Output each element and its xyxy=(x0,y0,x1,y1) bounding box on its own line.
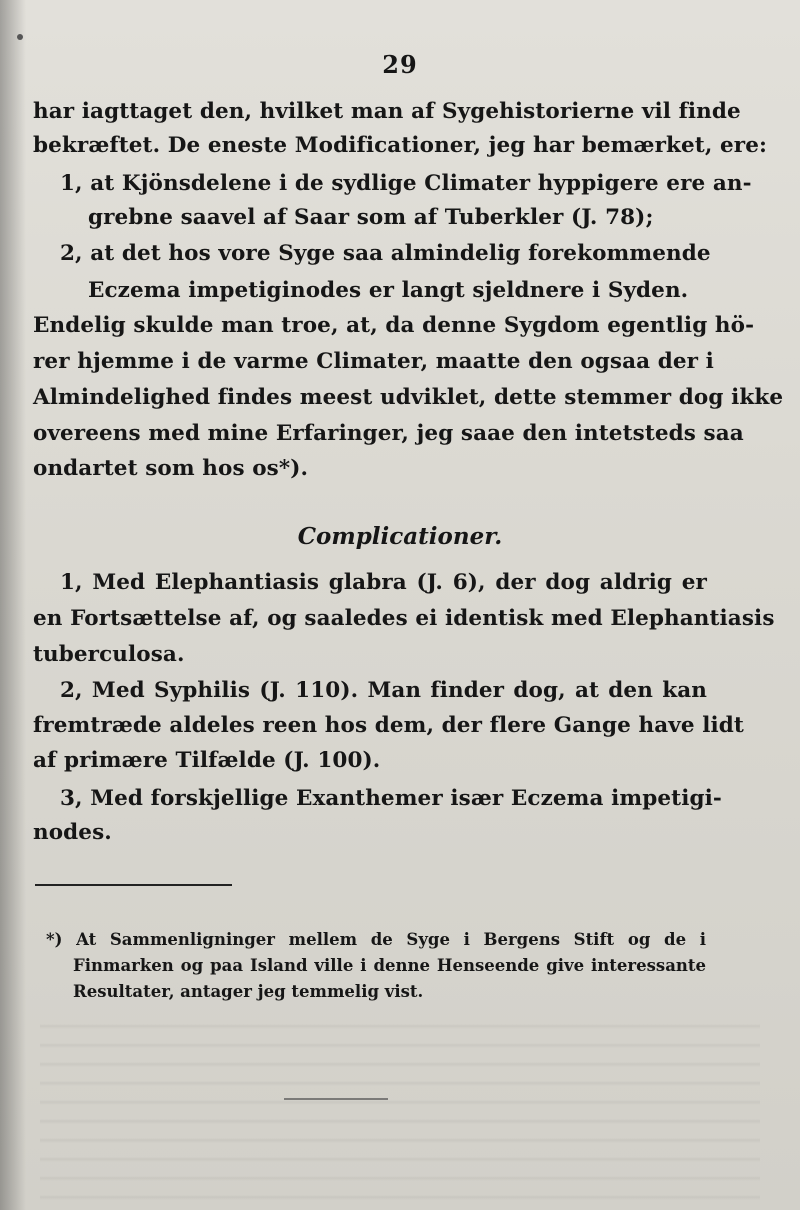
list-item-line: 2, at det hos vore Syge saa almindelig forekommende xyxy=(60,241,711,266)
ink-spot xyxy=(17,34,23,40)
complication-line: 1, Med Elephantiasis glabra (J. 6), der dog aldrig er xyxy=(60,570,707,595)
text-line: har iagttaget den, hvilket man af Sygehistorierne vil finde xyxy=(33,99,741,124)
complication-line: en Fortsættelse af, og saaledes ei identisk med Elephantiasis xyxy=(33,606,775,631)
footnote-line: *) At Sammenligninger mellem de Syge i Bergens Stift og de i xyxy=(46,930,706,949)
list-item-line: grebne saavel af Saar som af Tuberkler (J. 78); xyxy=(88,205,654,230)
complication-line: 3, Med forskjellige Exanthemer især Eczema impetigi- xyxy=(60,786,722,811)
list-item-line: Eczema impetiginodes er langt sjeldnere i Syden. xyxy=(88,278,689,303)
text-line: overeens med mine Erfaringer, jeg saae den intetsteds saa xyxy=(33,421,744,446)
complication-line: af primære Tilfælde (J. 100). xyxy=(33,748,381,773)
text-line: bekræftet. De eneste Modificationer, jeg har bemærket, ere: xyxy=(33,133,768,158)
page-number: 29 xyxy=(382,50,418,79)
complication-line: nodes. xyxy=(33,820,112,845)
text-line: rer hjemme i de varme Climater, maatte den ogsaa der i xyxy=(33,349,714,374)
text-line: Almindelighed findes meest udviklet, dette stemmer dog ikke xyxy=(33,385,784,410)
complication-line: fremtræde aldeles reen hos dem, der flere Gange have lidt xyxy=(33,713,744,738)
show-through-rule xyxy=(284,1098,388,1100)
footnote-line: Resultater, antager jeg temmelig vist. xyxy=(73,982,424,1001)
text-line: ondartet som hos os*). xyxy=(33,456,309,481)
footnote-line: Finmarken og paa Island ville i denne Henseende give interessante xyxy=(73,956,706,975)
complication-line: tuberculosa. xyxy=(33,642,185,667)
section-heading: Complicationer. xyxy=(297,523,503,550)
show-through-text xyxy=(40,1010,760,1210)
text-line: Endelig skulde man troe, at, da denne Sygdom egentlig hö- xyxy=(33,313,755,338)
complication-line: 2, Med Syphilis (J. 110). Man finder dog, at den kan xyxy=(60,678,707,703)
footnote-rule xyxy=(35,884,232,886)
list-item-line: 1, at Kjönsdelene i de sydlige Climater hyppigere ere an- xyxy=(60,171,752,196)
